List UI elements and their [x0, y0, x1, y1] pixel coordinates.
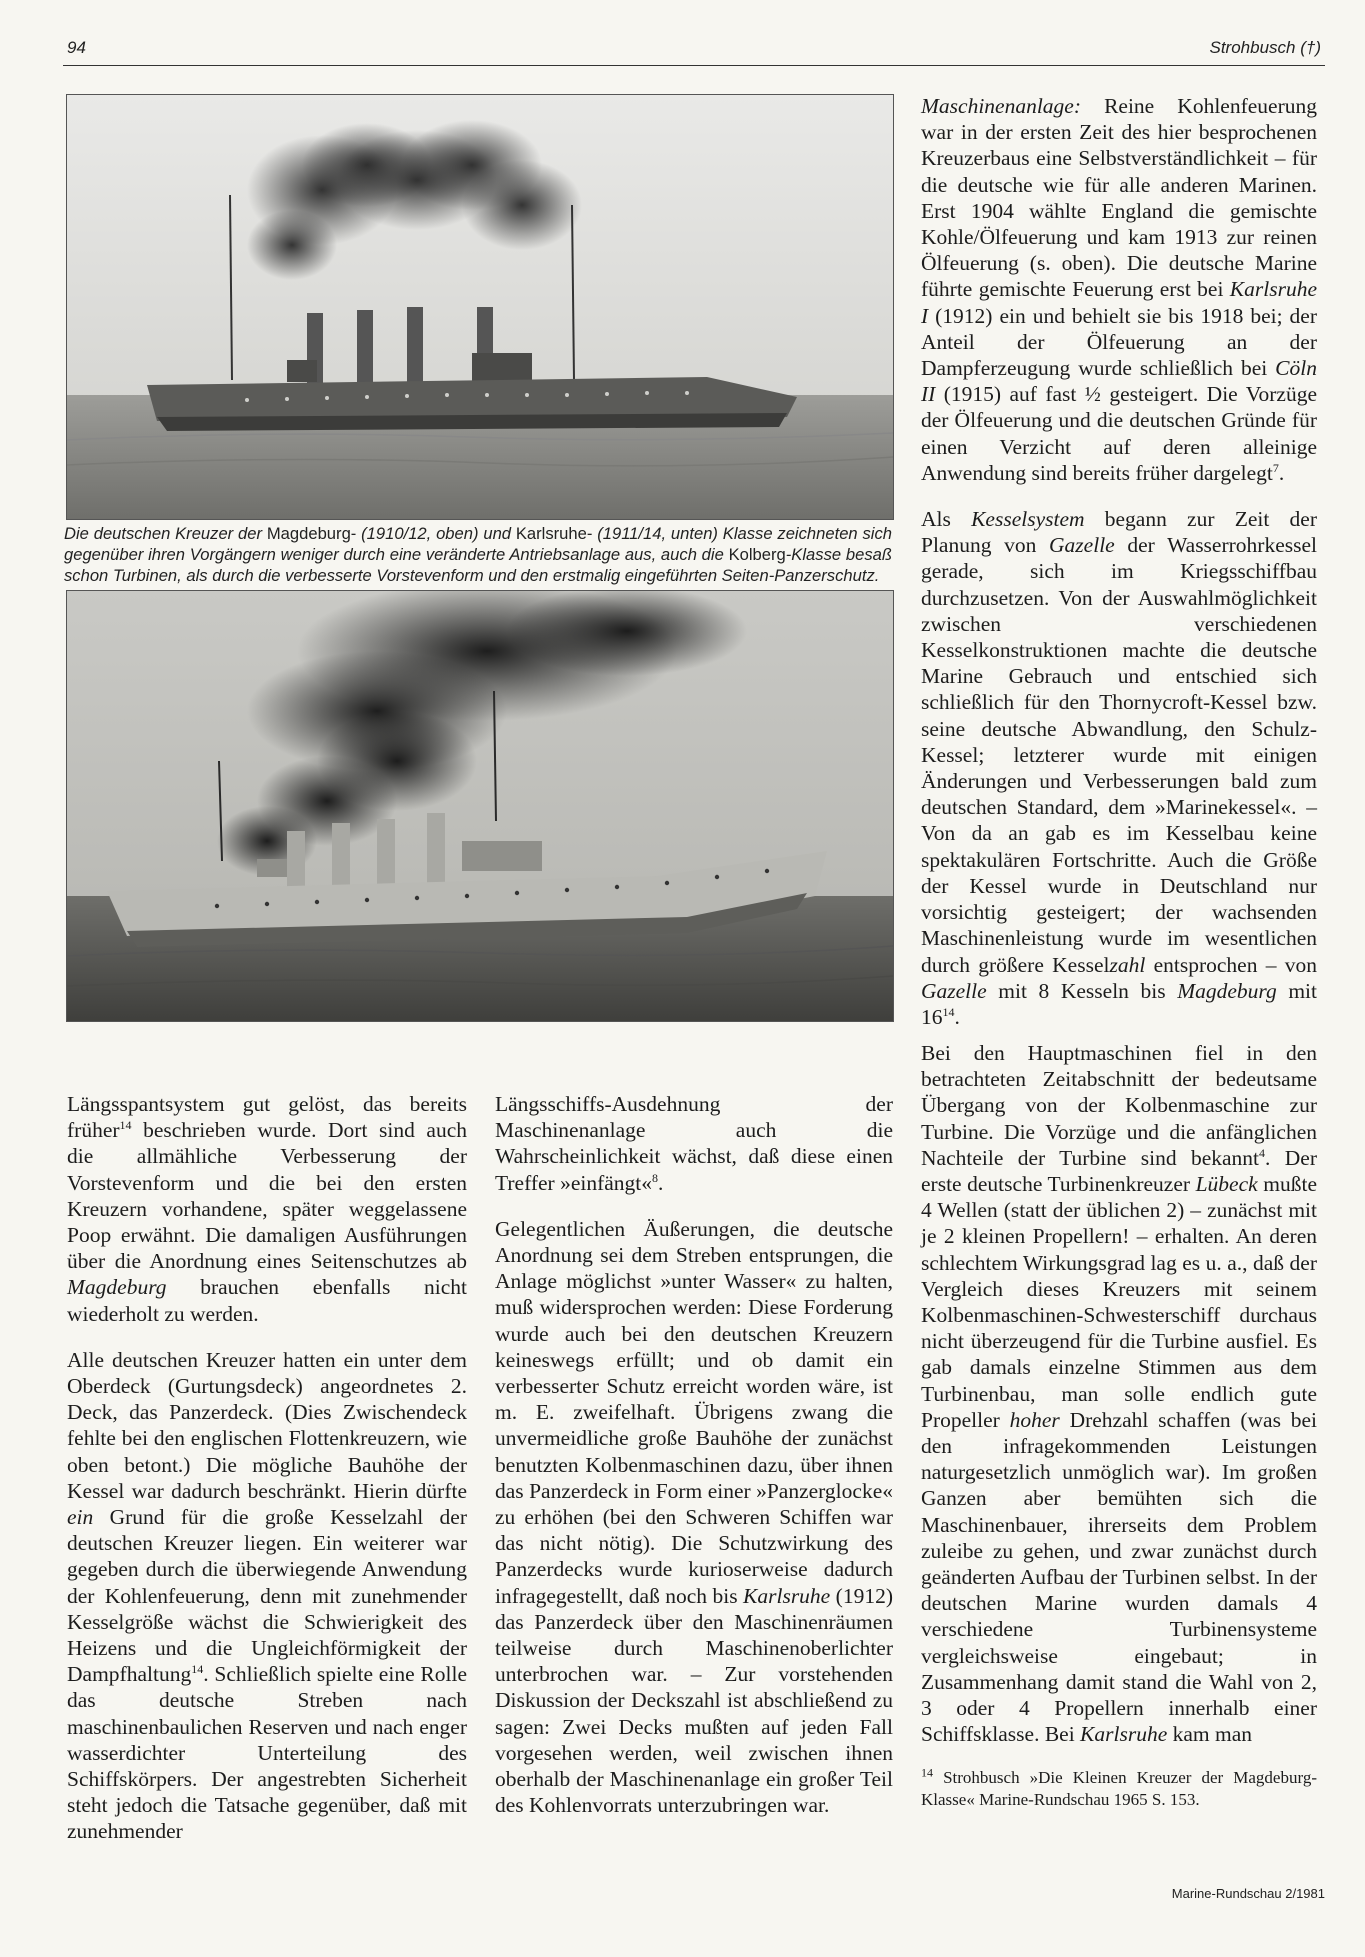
run-text: Grund für die große Kesselzahl der deutschen Kreuzer liegen. Ein weiterer war gegeben durch die überwiegende Anwendung der Kohlenfeuerung, denn mit zunehmender Kesselgröße wächst die Schwierigkeit des Heizens und die Ungleichförmigkeit der Dampfhaltung [67, 1505, 467, 1687]
run-text: beschrieben wurde. Dort sind auch die allmähliche Verbesserung der Vorstevenform und die bei den ersten Kreuzern vorhandene, später weggelassene Poop erwähnt. Die damaligen Ausführungen über die Anordnung eines Seitenschutzes ab [67, 1118, 467, 1274]
run-text: mit 16 [921, 978, 1317, 1029]
caption-text: (1911/14, unten) Klasse zeichneten sich gegenüber ihren Vorgängern weniger durch eine veränderte Antriebsanlage aus, auch die [64, 524, 892, 564]
text-column-left [67, 1091, 467, 1865]
run-text: Längsschiffs-Ausdehnung der Maschinenanlage auch die Wahrscheinlichkeit wächst, daß diese einen Treffer »einfängt« [495, 1092, 893, 1195]
run-text: begann zur Zeit der Planung von [921, 507, 1317, 558]
run-emphasis: ein [67, 1505, 94, 1530]
paragraph [495, 1091, 893, 1196]
run-text: Alle deutschen Kreuzer hatten ein unter dem Oberdeck (Gurtungsdeck) angeordnetes 2. Deck, das Panzerdeck. (Dies Zwischendeck fehlte bei den englischen Flottenkreuzern, wie oben betont.) Die mögliche Bauhöhe der Kessel war dadurch beschränkt. Hierin dürfte [67, 1347, 467, 1503]
text-column-middle [495, 1091, 893, 1838]
run-text: der Wasserrohrkessel gerade, sich im Kriegsschiffbau durchzusetzen. Von der Auswahlmöglichkeit zwischen verschiedenen Kesselkonstruktionen machte die deutsche Marine Gebrauch und entschied sich schließlich für den Thornycroft-Kessel bzw. seine deutsche Abwandlung, den Schulz-Kessel; letzterer wurde mit einigen Änderungen und Verbesserungen bald zum deutschen Standard, dem »Marinekessel«. – Von da an gab es im Kesselbau keine spektakulären Fortschritte. Auch die Größe der Kessel wurde in Deutschland nur vorsichtig gesteigert; der wachsenden Maschinenleistung wurde im wesentlichen durch größere Kessel [921, 533, 1317, 977]
run-text: . Der erste deutsche Turbinenkreuzer [921, 1145, 1318, 1197]
run-text: kam man [1167, 1722, 1253, 1747]
run-ship-name: Magdeburg [1177, 978, 1277, 1003]
caption-ship-kolberg: Kolberg [728, 544, 786, 564]
text-column-right-bottom [921, 1040, 1317, 1810]
run-ship-name: Karlsruhe I [921, 277, 1317, 328]
footnote-text: Strohbusch »Die Kleinen Kreuzer der Magdeburg-Klasse« Marine-Rundschau 1965 S. 153. [921, 1768, 1317, 1809]
run-text: (1915) auf fast ½ gesteigert. Die Vorzüge der Ölfeuerung und die deutschen Gründe für einen Verzicht auf deren alleinige Anwendung sind bereits früher dargelegt [921, 382, 1317, 485]
run-ship-name: Karlsruhe [1080, 1722, 1168, 1747]
caption-text: (1910/12, oben) und [356, 524, 516, 543]
text-column-right-top [921, 93, 1317, 1050]
header-rule [63, 65, 1325, 66]
run-text: Als [921, 507, 972, 532]
paragraph [67, 1347, 467, 1845]
footnote-14 [921, 1767, 1317, 1810]
paragraph-kesselsystem [921, 506, 1317, 1030]
run-text: Bei den Hauptmaschinen fiel in den betrachteten Zeitabschnitt der bedeutsame Übergang von der Kolbenmaschine zur Turbine. Die Vorzüge und die anfänglichen Nachteile der Turbine sind bekannt [921, 1041, 1317, 1170]
run-text: mit 8 Kesseln bis [986, 978, 1178, 1003]
run-ship-name: Karlsruhe [743, 1583, 831, 1608]
run-term: Kesselsystem [971, 507, 1085, 532]
run-emphasis: hoher [1009, 1407, 1060, 1432]
run-text: Längsspantsystem gut gelöst, das bereits früher [67, 1092, 467, 1143]
run-text: entsprochen – von [1145, 952, 1317, 977]
run-text: . [954, 1004, 960, 1029]
run-text: . [658, 1170, 664, 1195]
run-text: Reine Kohlenfeuerung war in der ersten Zeit des hier besprochenen Kreuzerbaus eine Selbstverständlichkeit – für die deutsche wie für alle anderen Marinen. Erst 1904 wählte England die gemischte Kohle/Ölfeuerung und kam 1913 zur reinen Ölfeuerung (s. oben). Die deutsche Marine führte gemischte Feuerung erst bei [921, 94, 1317, 302]
run-text: brauchen ebenfalls nicht wiederholt zu werden. [67, 1275, 467, 1326]
run-ship-name: Lübeck [1195, 1172, 1258, 1197]
caption-text: Die deutschen Kreuzer der [64, 524, 267, 543]
run-ship-name: Cöln II [921, 356, 1317, 407]
caption-ship-karlsruhe: Karlsruhe- [515, 524, 593, 543]
run-text: Gelegentlichen Äußerungen, die deutsche Anordnung sei dem Streben entsprungen, die Anlage möglichst »unter Wasser« zu halten, muß widersprochen werden: Diese Forderung wurde auch bei den deutschen Kreuzern keineswegs erfüllt; und ob damit ein verbesserter Schutz erreicht worden wäre, ist m. E. zweifelhaft. Übrigens zwang die unvermeidliche große Bauhöhe der zunächst benutzten Kolbenmaschinen dazu, über ihnen das Panzerdeck in Form einer »Panzerglocke« zu erhöhen (bei den Schweren Schiffen war das nicht nötig). Die Schutzwirkung des Panzerdecks wurde kurioserweise dadurch infragegestellt, daß noch bis [495, 1216, 893, 1608]
caption-ship-magdeburg: Magdeburg- [266, 524, 357, 543]
running-header-author: Strohbusch (†) [1209, 38, 1321, 57]
footnote-ref: 7 [1272, 460, 1279, 475]
paragraph-hauptmaschinen [921, 1040, 1317, 1747]
footnote-number: 14 [921, 1765, 933, 1780]
journal-footer: Marine-Rundschau 2/1981 [1171, 1886, 1325, 1901]
footnote-ref: 14 [942, 1004, 955, 1019]
footnote-ref: 14 [191, 1662, 204, 1677]
paragraph [67, 1091, 467, 1327]
page-number: 94 [67, 38, 86, 57]
run-text: mußte 4 Wellen (statt der üblichen 2) – zunächst mit je 2 kleinen Propellern! – erhalten. An deren schlechtem Wirkungsgrad lag es u. a., daß der Vergleich dieses Kreuzers mit seinem Kolbenmaschinen-Schwesterschiff durchaus nicht überzeugend für die Turbine ausfiel. Es gab damals einzelne Stimmen aus dem Turbinenbau, man solle endlich gute Propeller [921, 1172, 1317, 1432]
photo-cruiser-magdeburg [66, 94, 894, 520]
footnote-ref: 8 [652, 1170, 659, 1185]
run-text: . Schließlich spielte eine Rolle das deutsche Streben nach maschinenbaulichen Reserven und nach enger wasserdichter Unterteilung des Schiffskörpers. Der angestrebten Sicherheit steht jedoch die Tatsache gegenüber, daß mit zunehmender [67, 1662, 467, 1844]
run-ship-name: Gazelle [1049, 533, 1115, 558]
paragraph-maschinenanlage [921, 93, 1317, 486]
run-emphasis: zahl [1109, 952, 1146, 977]
run-ship-name: Magdeburg [67, 1275, 167, 1300]
run-ship-name: Gazelle [921, 978, 987, 1003]
paragraph [495, 1216, 893, 1819]
run-text: (1912) ein und behielt sie bis 1918 bei; der Anteil der Ölfeuerung an der Dampferzeugung wurde schließlich bei [921, 303, 1317, 381]
footnote-ref: 4 [1259, 1145, 1266, 1160]
run-text: (1912) das Panzerdeck über den Maschinenräumen teilweise durch Maschinenoberlichter unterbrochen war. – Zur vorstehenden Diskussion der Deckszahl ist abschließend zu sagen: Zwei Decks mußten auf jeden Fall vorgesehen werden, weil zwischen ihnen oberhalb der Maschinenanlage ein großer Teil des Kohlenvorrats unterzubringen war. [495, 1583, 893, 1818]
run-text: Drehzahl schaffen (was bei den infragekommenden Leistungen naturgesetzlich unmöglich war). Im großen Ganzen aber bemühten sich die Maschinenbauer, ihrerseits dem Problem zuleibe zu gehen, und zwar zunächst durch geänderten Aufbau der Turbinen selbst. In der deutschen Marine wurden damals 4 verschiedene Turbinensysteme vergleichsweise eingebaut; in Zusammenhang damit stand die Wahl von 2, 3 oder 4 Propellern innerhalb einer Schiffsklasse. Bei [921, 1407, 1318, 1747]
photo-cruiser-karlsruhe [66, 590, 894, 1022]
run-heading: Maschinenanlage: [921, 94, 1082, 118]
caption-text: -Klasse besaß schon Turbinen, als durch die verbesserte Vorstevenform und den erstmalig eingeführten Seiten-Panzerschutz. [64, 544, 892, 585]
footnote-ref: 14 [119, 1118, 132, 1133]
run-text: . [1278, 460, 1285, 485]
